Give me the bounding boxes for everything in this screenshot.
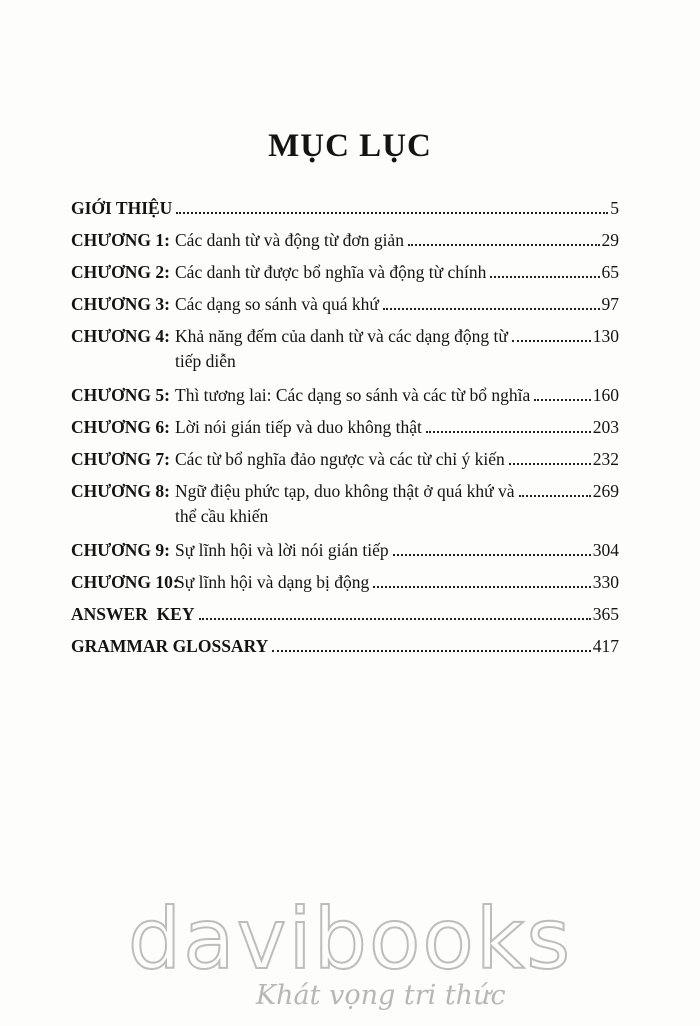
toc-page-number: 330 — [592, 572, 619, 592]
toc-text: Ngữ điệu phức tạp, duo không thật ở quá khứ và — [175, 481, 515, 501]
toc-label: CHƯƠNG 5: — [71, 385, 170, 405]
toc-entry — [71, 198, 619, 230]
toc-page-number: 5 — [610, 198, 619, 218]
toc-label: GRAMMAR GLOSSARY — [71, 636, 269, 656]
toc-entry — [71, 449, 619, 481]
leader-dots — [534, 399, 590, 401]
toc-label: CHƯƠNG 4: — [71, 326, 170, 346]
page-title: MỤC LỤC — [268, 128, 432, 164]
toc-entry — [71, 572, 619, 604]
toc-page-number: 65 — [601, 262, 619, 282]
toc-text: Các danh từ được bổ nghĩa và động từ chính — [175, 262, 487, 282]
toc-text: Sự lĩnh hội và lời nói gián tiếp — [175, 540, 389, 560]
toc-entry — [71, 326, 619, 385]
toc-page-number: 130 — [592, 326, 619, 346]
toc-page-number: 417 — [592, 636, 619, 656]
toc-label: CHƯƠNG 10: — [71, 572, 179, 592]
toc-page-number: 365 — [592, 604, 619, 624]
toc-text: Các danh từ và động từ đơn giản — [175, 230, 404, 250]
toc-label: CHƯƠNG 3: — [71, 294, 170, 314]
toc-text: Lời nói gián tiếp và duo không thật — [175, 417, 422, 437]
toc-page-number: 97 — [601, 294, 619, 314]
toc-entry — [71, 385, 619, 417]
toc-page-number: 232 — [592, 449, 619, 469]
table-of-contents — [71, 198, 619, 668]
toc-entry — [71, 294, 619, 326]
toc-entry — [71, 604, 619, 636]
toc-text-continued: tiếp diễn — [175, 351, 236, 371]
leader-dots — [519, 495, 591, 497]
toc-label: CHƯƠNG 7: — [71, 449, 170, 469]
toc-label: CHƯƠNG 1: — [71, 230, 170, 250]
toc-label: CHƯƠNG 9: — [71, 540, 170, 560]
toc-page-number: 304 — [592, 540, 619, 560]
toc-page-number: 29 — [601, 230, 619, 250]
toc-text-continued: thể cầu khiến — [175, 506, 269, 526]
toc-entry — [71, 262, 619, 294]
toc-entry — [71, 540, 619, 572]
toc-text: Thì tương lai: Các dạng so sánh và các từ bổ nghĩa — [175, 385, 531, 405]
leader-dots — [373, 586, 591, 588]
leader-dots — [426, 431, 591, 433]
toc-label: CHƯƠNG 2: — [71, 262, 170, 282]
toc-entry — [71, 481, 619, 540]
watermark-brand: davibooks — [127, 890, 573, 988]
leader-dots — [272, 650, 591, 652]
leader-dots — [176, 212, 608, 214]
leader-dots — [393, 554, 591, 556]
leader-dots — [490, 276, 599, 278]
toc-text: Các từ bổ nghĩa đảo ngược và các từ chỉ ý kiến — [175, 449, 505, 469]
toc-page-number: 269 — [592, 481, 619, 501]
toc-label: CHƯƠNG 6: — [71, 417, 170, 437]
leader-dots — [383, 308, 600, 310]
toc-entry — [71, 417, 619, 449]
toc-page-number: 203 — [592, 417, 619, 437]
leader-dots — [509, 463, 591, 465]
toc-label: CHƯƠNG 8: — [71, 481, 170, 501]
toc-text: Các dạng so sánh và quá khứ — [175, 294, 379, 314]
leader-dots — [512, 340, 591, 342]
toc-entry — [71, 230, 619, 262]
leader-dots — [199, 618, 591, 620]
watermark-slogan: Khát vọng tri thức — [256, 980, 506, 1011]
toc-label: ANSWER KEY — [71, 604, 195, 624]
toc-text: Sự lĩnh hội và dạng bị động — [175, 572, 370, 592]
toc-text: Khả năng đếm của danh từ và các dạng động từ — [175, 326, 508, 346]
toc-label: GIỚI THIỆU — [71, 198, 173, 218]
toc-page-number: 160 — [592, 385, 619, 405]
leader-dots — [408, 244, 600, 246]
toc-entry — [71, 636, 619, 668]
